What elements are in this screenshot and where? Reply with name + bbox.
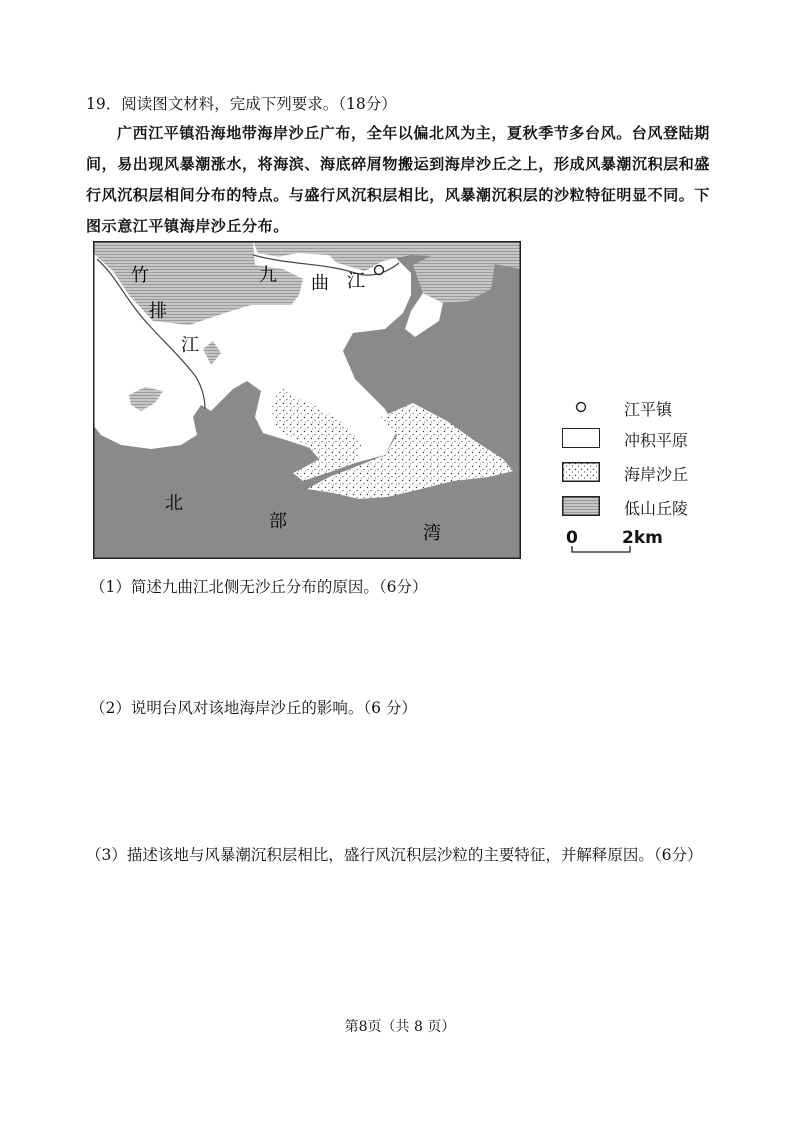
town-circle-icon xyxy=(574,400,588,414)
question-title: 19．阅读图文材料，完成下列要求。（18分） xyxy=(86,95,397,113)
sub-question-1: （1）简述九曲江北侧无沙丘分布的原因。（6分） xyxy=(90,578,428,596)
coastal-dunes-swatch-icon xyxy=(562,462,600,482)
label-bei: 北 xyxy=(165,493,183,514)
label-bu: 部 xyxy=(269,511,287,532)
label-pai: 排 xyxy=(149,301,167,322)
sub-question-3: （3）描述该地与风暴潮沉积层相比，盛行风沉积层沙粒的主要特征，并解释原因。（6分） xyxy=(86,846,703,864)
coastal-dune-map xyxy=(93,241,521,559)
label-qu: 曲 xyxy=(311,273,329,294)
scale-end: 2km xyxy=(622,528,663,548)
label-zhu: 竹 xyxy=(131,265,149,286)
label-jiang-left: 江 xyxy=(181,335,199,356)
scale-bar xyxy=(562,528,702,558)
low-hills-swatch-icon xyxy=(562,496,600,516)
jiangping-town-marker xyxy=(375,266,384,275)
alluvial-plain-swatch-icon xyxy=(562,428,600,448)
legend-label-town: 江平镇 xyxy=(624,400,673,419)
scale-start: 0 xyxy=(566,528,578,548)
page-footer: 第8页（共 8 页） xyxy=(344,1019,456,1035)
legend-label-hills: 低山丘陵 xyxy=(624,499,689,518)
question-paragraph: 广西江平镇沿海地带海岸沙丘广布，全年以偏北风为主，夏秋季节多台风。台风登陆期间，易出现风暴潮涨水，将海滨、海底碎屑物搬运到海岸沙丘之上，形成风暴潮沉积层和盛行风沉积层相间分布的特点。与盛行风沉积层相比，风暴潮沉积层的沙粒特征明显不同。下图示意江平镇海岸沙丘分布。 xyxy=(86,124,711,235)
legend-label-alluvial: 冲积平原 xyxy=(624,431,689,450)
legend-label-dunes: 海岸沙丘 xyxy=(624,465,689,484)
label-jiang-right: 江 xyxy=(347,271,365,292)
label-wan: 湾 xyxy=(423,523,441,544)
label-jiu: 九 xyxy=(259,265,277,286)
sub-question-2: （2）说明台风对该地海岸沙丘的影响。（6 分） xyxy=(90,699,417,717)
